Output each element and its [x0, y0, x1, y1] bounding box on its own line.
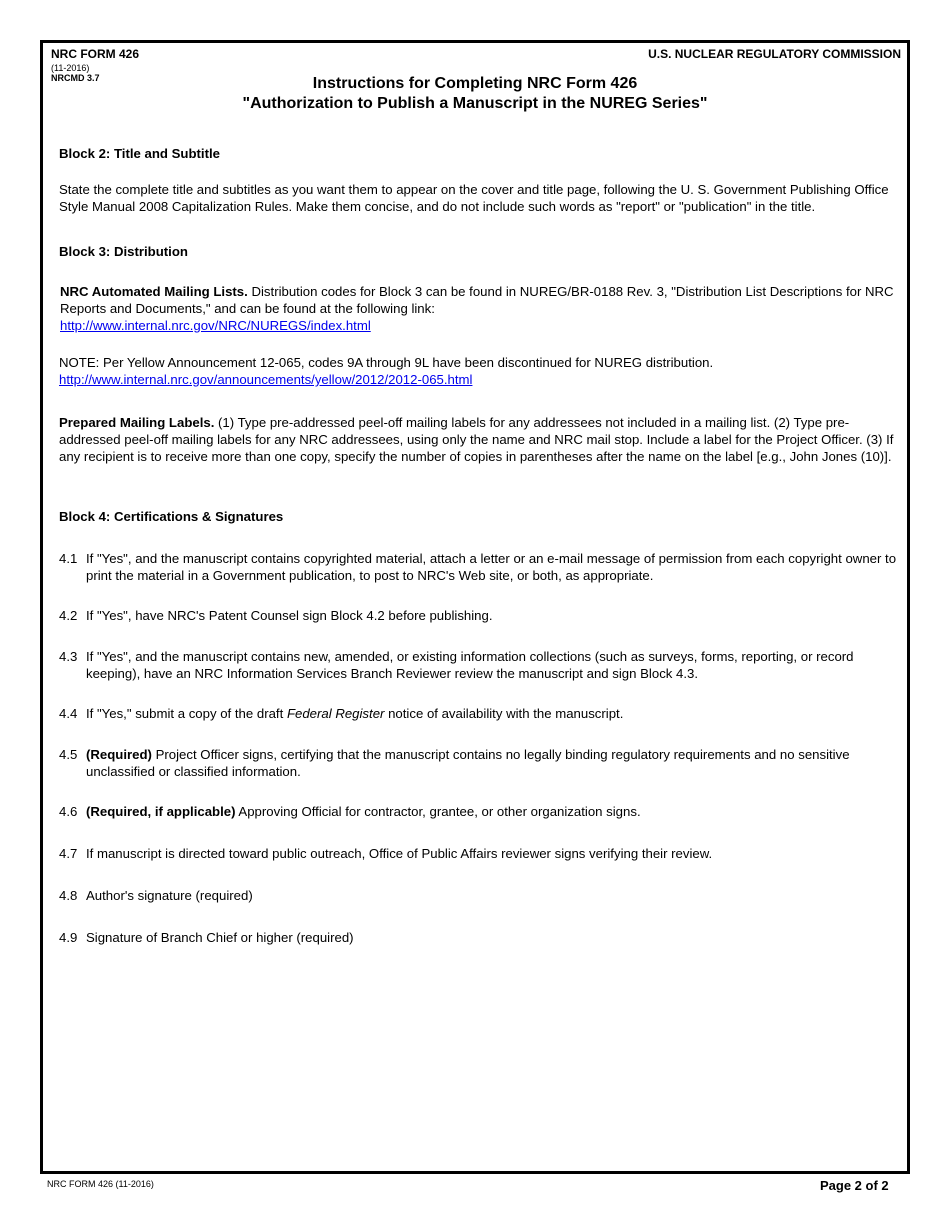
form-nrcmd: NRCMD 3.7: [51, 73, 100, 83]
mailing-lists-paragraph: [60, 283, 900, 334]
block2-text: State the complete title and subtitles as you want them to appear on the cover and title page, following the U. S. Government Publishing Office Style Manual 2008 Capitalization Rules. Make them concise, and do not include such words as "report" or "publication" in the title.: [59, 182, 889, 214]
list-item: [59, 929, 899, 946]
federal-register-text: Federal Register: [286, 706, 385, 721]
item-number: 4.6: [59, 804, 78, 819]
footer-form-ref: NRC FORM 426 (11-2016): [47, 1179, 154, 1189]
item-number: 4.9: [59, 930, 78, 945]
item-text: [86, 746, 899, 780]
item-text-post: notice of availability with the manuscript.: [384, 706, 624, 721]
mailing-labels-text: (1) Type pre-addressed peel-off mailing labels for any addressees not included in a mailing list. (2) Type pre-addressed peel-off mailing labels for any NRC addressees, using only the name and NRC mail stop. Include a label for the Project Officer. (3) If any recipient is to receive more than one copy, specify the number of copies in parentheses after the name on the label [e.g., John Jones (10)].: [59, 415, 894, 464]
mailing-labels-label: Prepared Mailing Labels.: [59, 415, 215, 430]
item-text-pre: If "Yes," submit a copy of the draft: [86, 706, 287, 721]
item-number: 4.4: [59, 706, 78, 721]
form-frame: [40, 40, 910, 1174]
required-label: (Required): [86, 747, 152, 762]
page-title: Instructions for Completing NRC Form 426: [312, 75, 638, 92]
item-text: If manuscript is directed toward public outreach, Office of Public Affairs reviewer signs verifying their review.: [86, 846, 713, 861]
page-number: Page 2 of 2: [820, 1178, 889, 1193]
item-number: 4.1: [59, 551, 78, 566]
list-item: [59, 550, 899, 584]
form-revision: (11-2016): [51, 63, 90, 73]
block2-heading: Block 2: Title and Subtitle: [59, 146, 220, 161]
item-text: [86, 705, 899, 722]
agency-name: U.S. NUCLEAR REGULATORY COMMISSION: [648, 47, 901, 61]
list-item: [59, 746, 899, 780]
block4-heading: Block 4: Certifications & Signatures: [59, 509, 284, 524]
block3-heading: Block 3: Distribution: [59, 244, 188, 259]
item-text: Author's signature (required): [86, 888, 253, 903]
item-text: [86, 803, 899, 820]
item-number: 4.8: [59, 888, 78, 903]
note-paragraph: [59, 354, 899, 388]
required-if-applicable-label: (Required, if applicable): [86, 804, 236, 819]
item-text-body: Approving Official for contractor, grantee, or other organization signs.: [235, 804, 641, 819]
yellow-announcement-link[interactable]: http://www.internal.nrc.gov/announcements/yellow/2012/2012-065.html: [59, 372, 473, 387]
nuregs-index-link[interactable]: http://www.internal.nrc.gov/NRC/NUREGS/index.html: [60, 318, 371, 333]
item-number: 4.5: [59, 747, 78, 762]
item-text: If "Yes", and the manuscript contains new, amended, or existing information collections (such as surveys, forms, reporting, or record keeping), have an NRC Information Services Branch Reviewer review the manuscript and sign Block 4.3.: [86, 649, 854, 681]
list-item: [59, 705, 899, 722]
item-text: If "Yes", and the manuscript contains copyrighted material, attach a letter or an e-mail message of permission from each copyright owner to print the material in a Government publication, to post to NRC's Web site, or both, as appropriate.: [86, 551, 897, 583]
list-item: [59, 803, 899, 820]
item-text: If "Yes", have NRC's Patent Counsel sign Block 4.2 before publishing.: [86, 608, 493, 623]
item-number: 4.7: [59, 846, 78, 861]
form-id: NRC FORM 426: [51, 47, 140, 61]
item-text-body: Project Officer signs, certifying that the manuscript contains no legally binding regulatory requirements and no sensitive unclassified or classified information.: [86, 747, 850, 779]
list-item: [59, 845, 899, 862]
item-number: 4.3: [59, 649, 78, 664]
page-subtitle: "Authorization to Publish a Manuscript in the NUREG Series": [242, 95, 708, 112]
list-item: [59, 648, 899, 682]
list-item: [59, 887, 899, 904]
list-item: [59, 607, 899, 624]
mailing-lists-text: Distribution codes for Block 3 can be found in NUREG/BR-0188 Rev. 3, "Distribution List Descriptions for NRC Reports and Documents," and can be found at the following link:: [60, 284, 894, 316]
item-text: Signature of Branch Chief or higher (required): [86, 930, 354, 945]
item-number: 4.2: [59, 608, 78, 623]
mailing-labels-paragraph: [59, 414, 899, 465]
note-text: NOTE: Per Yellow Announcement 12-065, codes 9A through 9L have been discontinued for NUREG distribution.: [59, 355, 714, 370]
mailing-lists-label: NRC Automated Mailing Lists.: [60, 284, 248, 299]
